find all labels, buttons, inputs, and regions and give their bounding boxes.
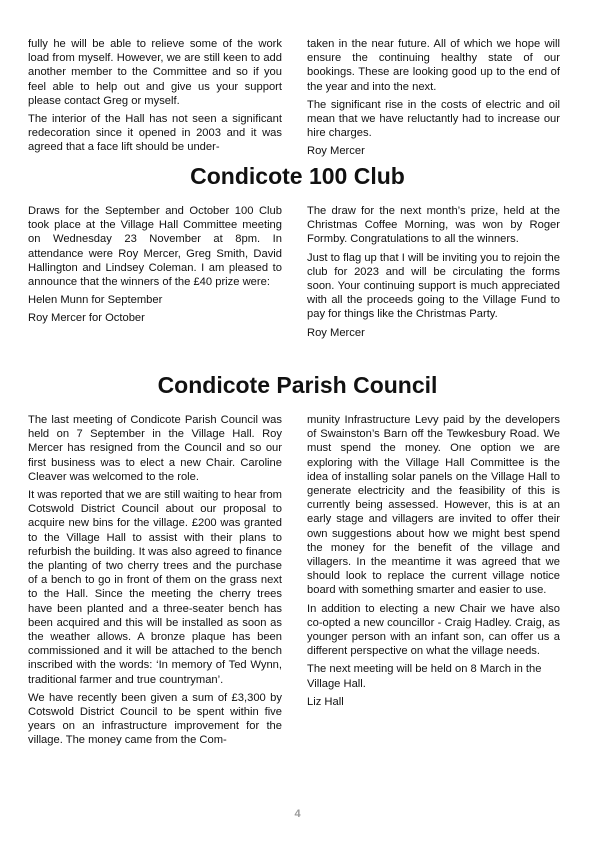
paragraph: In addition to electing a new Chair we have also co-opted a new councillor - Craig Hadley. Craig, as younger person with an infant son, can offer us a different perspective on what the village needs. bbox=[307, 602, 560, 658]
paragraph: The next meeting will be held on 8 March in the Village Hall. bbox=[307, 663, 542, 690]
page-number: 4 bbox=[294, 808, 301, 820]
paragraph: The last meeting of Condicote Parish Council was held on 7 September in the Village Hall. Roy Mercer has resigned from the Council and so our first business was to elect a new Chair. Caroline Cleaver was welcomed to the role. bbox=[28, 414, 282, 483]
paragraph: The draw for the next month’s prize, held at the Christmas Coffee Morning, was won by Roger Formby. Congratulations to all the winners. bbox=[307, 205, 560, 246]
paragraph: Draws for the September and October 100 Club took place at the Village Hall Committee meeting on Wednesday 23 November at 8pm. In attendance were Roy Mercer, Greg Smith, David Hallington and Lindsey Coleman. I am pleased to announce that the winners of the £40 prize were: bbox=[28, 205, 282, 289]
club-heading: Condicote 100 Club bbox=[190, 163, 405, 189]
council-right-column bbox=[307, 413, 560, 713]
paragraph: We have recently been given a sum of £3,300 by Cotswold District Council to be spent within five years on an infrastructure improvement for the village. The money came from the Com- bbox=[28, 691, 282, 747]
paragraph: taken in the near future. All of which we hope will ensure the continuing healthy state of our bookings. These are looking good up to the end of the year and into the next. bbox=[307, 38, 560, 93]
winner-line: Roy Mercer for October bbox=[28, 312, 145, 325]
hall-article-left-column bbox=[28, 37, 282, 159]
paragraph: fully he will be able to relieve some of the work load from myself. However, we are still keen to add another member to the Committee and so if you feel able to help out and give us your support please contact Greg or myself. bbox=[28, 38, 282, 107]
paragraph: The interior of the Hall has not seen a significant redecoration since it opened in 2003 and it was agreed that a face lift should be under- bbox=[28, 113, 282, 154]
club-right-column bbox=[307, 204, 560, 344]
winner-line: Helen Munn for September bbox=[28, 294, 163, 307]
signature: Roy Mercer bbox=[307, 145, 365, 158]
hall-article-right-column bbox=[307, 37, 560, 163]
council-left-column bbox=[28, 413, 282, 752]
signature: Roy Mercer bbox=[307, 326, 365, 339]
paragraph: The significant rise in the costs of electric and oil mean that we have reluctantly had to increase our hire charges. bbox=[307, 98, 560, 140]
council-heading: Condicote Parish Council bbox=[157, 372, 438, 398]
signature: Liz Hall bbox=[307, 695, 344, 708]
paragraph: munity Infrastructure Levy paid by the developers of Swainston’s Barn off the Tewkesbury Road. We must spend the money. One option we are exploring with the Village Hall Committee is the idea of installing solar panels on the Village Hall to generate electricity and the feasibility of this is currently being assessed. However, this is at an early stage and villagers are invited to offer their own suggestions about how we might best spend the money for the benefit of the village and villagers. In the meantime it was agreed that we should look to replace the current village notice board with something smarter and easier to use. bbox=[307, 414, 560, 597]
paragraph: Just to flag up that I will be inviting you to rejoin the club for 2023 and will be circulating the forms soon. Your continuing support is much appreciated with all the proceeds going to the Village Fund to pay for things like the Christmas Party. bbox=[307, 251, 560, 321]
paragraph: It was reported that we are still waiting to hear from Cotswold District Council about our proposal to acquire new bins for the village. £200 was granted to the Village Hall to assist with their plans to refurbish the building. It was also agreed to finance the planting of two cherry trees and the purchase of a bench to go in front of them on the grass next to the Hall. Since the meeting the cherry trees have been planted and a three-seater bench has been acquired and this will be installed as soon as the weather allows. A bronze plaque has been commissioned and it will be attached to the bench inscribed with the words: ‘In memory of Ted Wynn, traditional farmer and true countryman’. bbox=[28, 489, 282, 686]
club-left-column bbox=[28, 204, 282, 330]
